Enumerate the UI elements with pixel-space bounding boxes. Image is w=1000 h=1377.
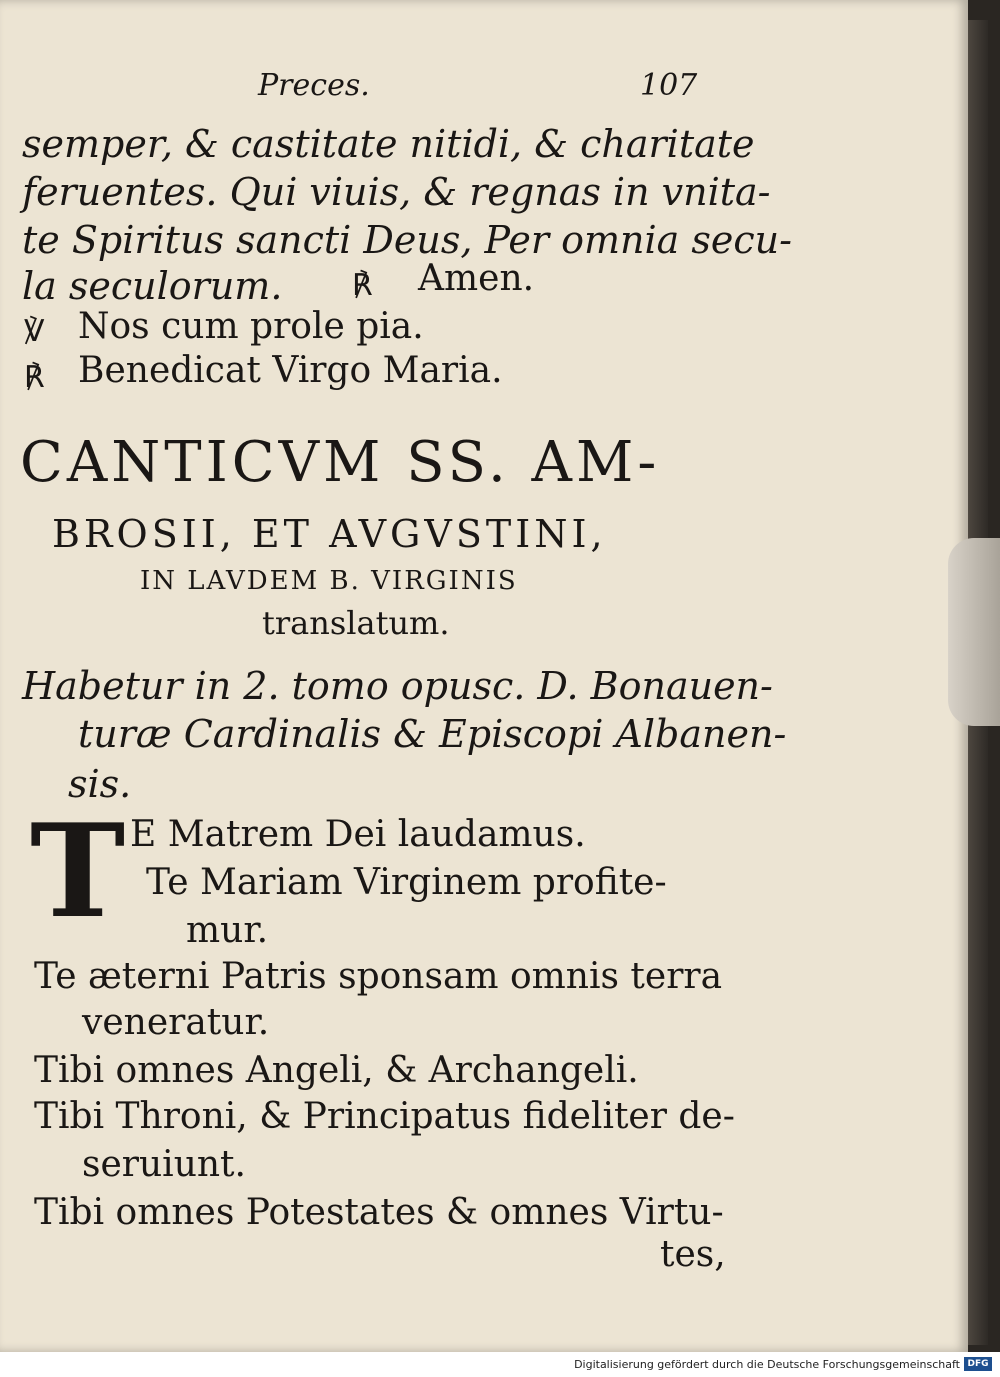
funding-credit: Digitalisierung gefördert durch die Deutsche Forschungsgemeinschaft xyxy=(574,1358,960,1371)
text-line: Nos cum prole pia. xyxy=(78,306,424,347)
catchword: tes, xyxy=(660,1234,726,1275)
drop-cap-initial: T xyxy=(30,797,126,947)
versicle-symbol: ℣ xyxy=(24,314,45,349)
verse-line: E Matrem Dei laudamus. xyxy=(130,814,586,855)
response-symbol: ℟ xyxy=(24,360,45,395)
verse-line: Tibi omnes Angeli, & Archangeli. xyxy=(34,1050,639,1091)
title-line: IN LAVDEM B. VIRGINIS xyxy=(140,566,518,596)
text-line: semper, & castitate nitidi, & charitate xyxy=(22,122,755,166)
running-title: Preces. xyxy=(258,68,370,103)
note-line: sis. xyxy=(68,762,132,806)
page-number: 107 xyxy=(640,68,698,103)
note-line: turæ Cardinalis & Episcopi Albanen- xyxy=(78,712,787,756)
title-line: BROSII, ET AVGVSTINI, xyxy=(52,512,607,556)
dfg-logo: DFG xyxy=(964,1357,992,1371)
note-line: Habetur in 2. tomo opusc. D. Bonauen- xyxy=(22,664,773,708)
text-line: la seculorum. xyxy=(22,264,283,308)
verse-line: mur. xyxy=(186,910,269,951)
text-line: te Spiritus sancti Deus, Per omnia secu- xyxy=(22,218,792,262)
bookmark-tab xyxy=(948,538,1000,726)
title-line: CANTICVM SS. AM- xyxy=(20,430,661,495)
text-line: Benedicat Virgo Maria. xyxy=(78,350,503,391)
verse-line: Te æterni Patris sponsam omnis terra xyxy=(34,956,723,997)
response-symbol: ℟ xyxy=(352,268,373,303)
verse-line: seruiunt. xyxy=(82,1144,246,1185)
verse-line: Tibi Throni, & Principatus fideliter de- xyxy=(34,1096,735,1137)
verse-line: Te Mariam Virginem profite- xyxy=(146,862,667,903)
verse-line: veneratur. xyxy=(82,1002,270,1043)
text-line: Amen. xyxy=(418,258,535,299)
title-line: translatum. xyxy=(262,604,450,642)
text-line: feruentes. Qui viuis, & regnas in vnita- xyxy=(22,170,771,214)
verse-line: Tibi omnes Potestates & omnes Virtu- xyxy=(34,1192,724,1233)
